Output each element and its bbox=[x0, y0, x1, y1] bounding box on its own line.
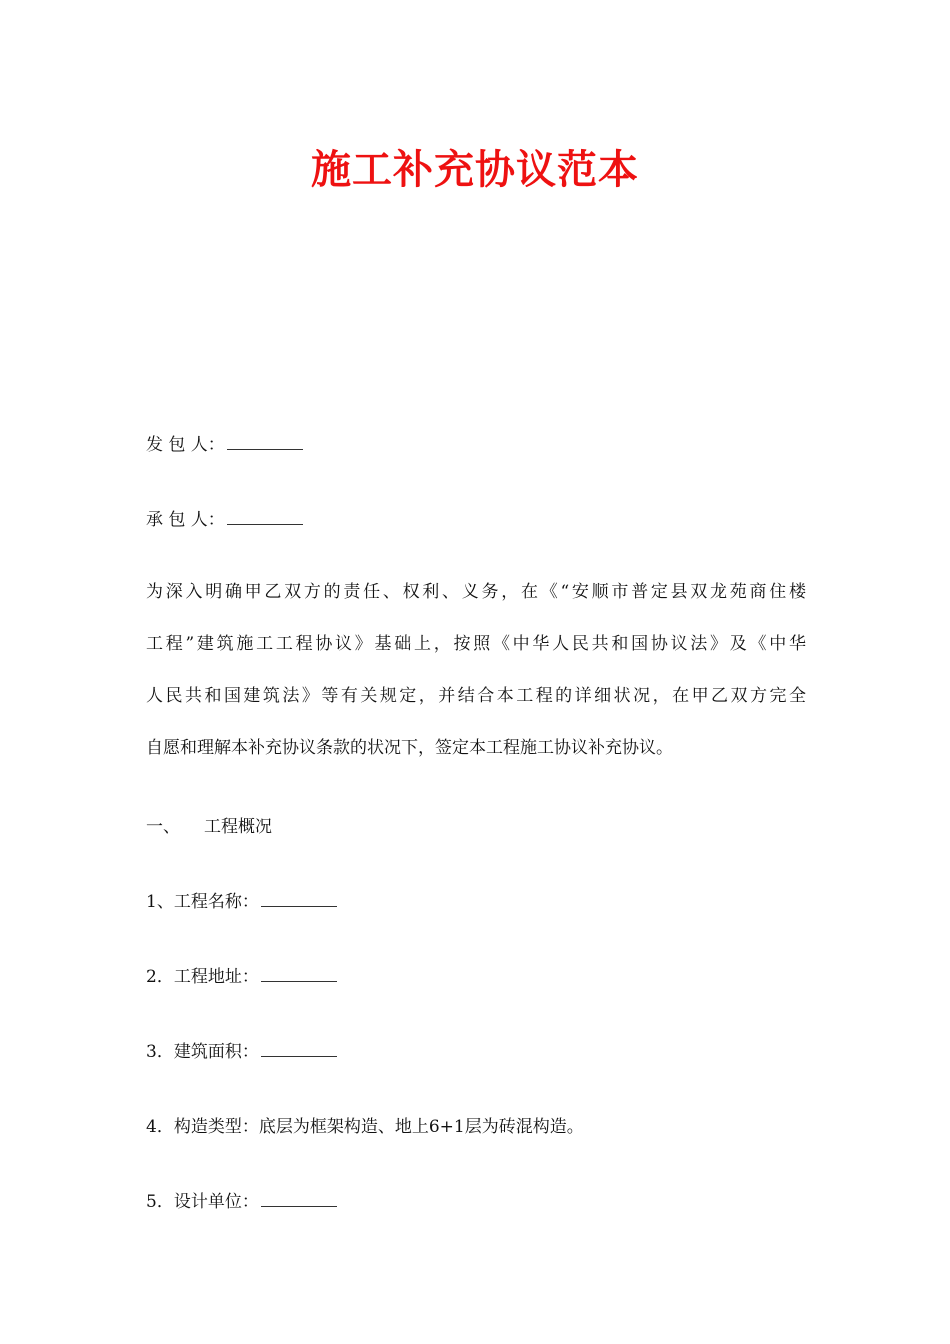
contractor-line bbox=[146, 508, 303, 532]
project-name-blank[interactable] bbox=[261, 890, 337, 907]
structure-type-text: 4．构造类型：底层为框架构造、地上6+1层为砖混构造。 bbox=[146, 1117, 584, 1137]
document-title: 施工补充协议范本 bbox=[311, 147, 639, 193]
employer-blank[interactable] bbox=[227, 433, 303, 450]
intro-line: 自愿和理解本补充协议条款的状况下，签定本工程施工协议补充协议。 bbox=[146, 738, 673, 758]
design-unit-label: 5．设计单位： bbox=[146, 1192, 259, 1212]
project-address-blank[interactable] bbox=[261, 965, 337, 982]
building-area-blank[interactable] bbox=[261, 1040, 337, 1057]
project-address-line bbox=[146, 965, 337, 989]
building-area-line bbox=[146, 1040, 337, 1064]
contractor-label: 承 包 人： bbox=[146, 510, 225, 530]
employer-line bbox=[146, 433, 303, 457]
intro-line: 为深入明确甲乙双方的责任、权利、义务，在《“安顺市普定县双龙苑商住楼 bbox=[146, 582, 806, 602]
design-unit-blank[interactable] bbox=[261, 1190, 337, 1207]
intro-paragraph bbox=[146, 580, 806, 788]
design-unit-line bbox=[146, 1190, 337, 1214]
intro-line: 工程”建筑施工工程协议》基础上，按照《中华人民共和国协议法》及《中华 bbox=[146, 634, 806, 654]
employer-label: 发 包 人： bbox=[146, 435, 225, 455]
project-name-label: 1、工程名称： bbox=[146, 892, 259, 912]
section-heading bbox=[146, 815, 272, 839]
section-title: 工程概况 bbox=[204, 817, 272, 837]
section-number: 一、 bbox=[146, 817, 180, 837]
project-name-line bbox=[146, 890, 337, 914]
project-address-label: 2．工程地址： bbox=[146, 967, 259, 987]
contractor-blank[interactable] bbox=[227, 508, 303, 525]
structure-type-line bbox=[146, 1115, 584, 1139]
intro-line: 人民共和国建筑法》等有关规定，并结合本工程的详细状况，在甲乙双方完全 bbox=[146, 686, 806, 706]
building-area-label: 3．建筑面积： bbox=[146, 1042, 259, 1062]
